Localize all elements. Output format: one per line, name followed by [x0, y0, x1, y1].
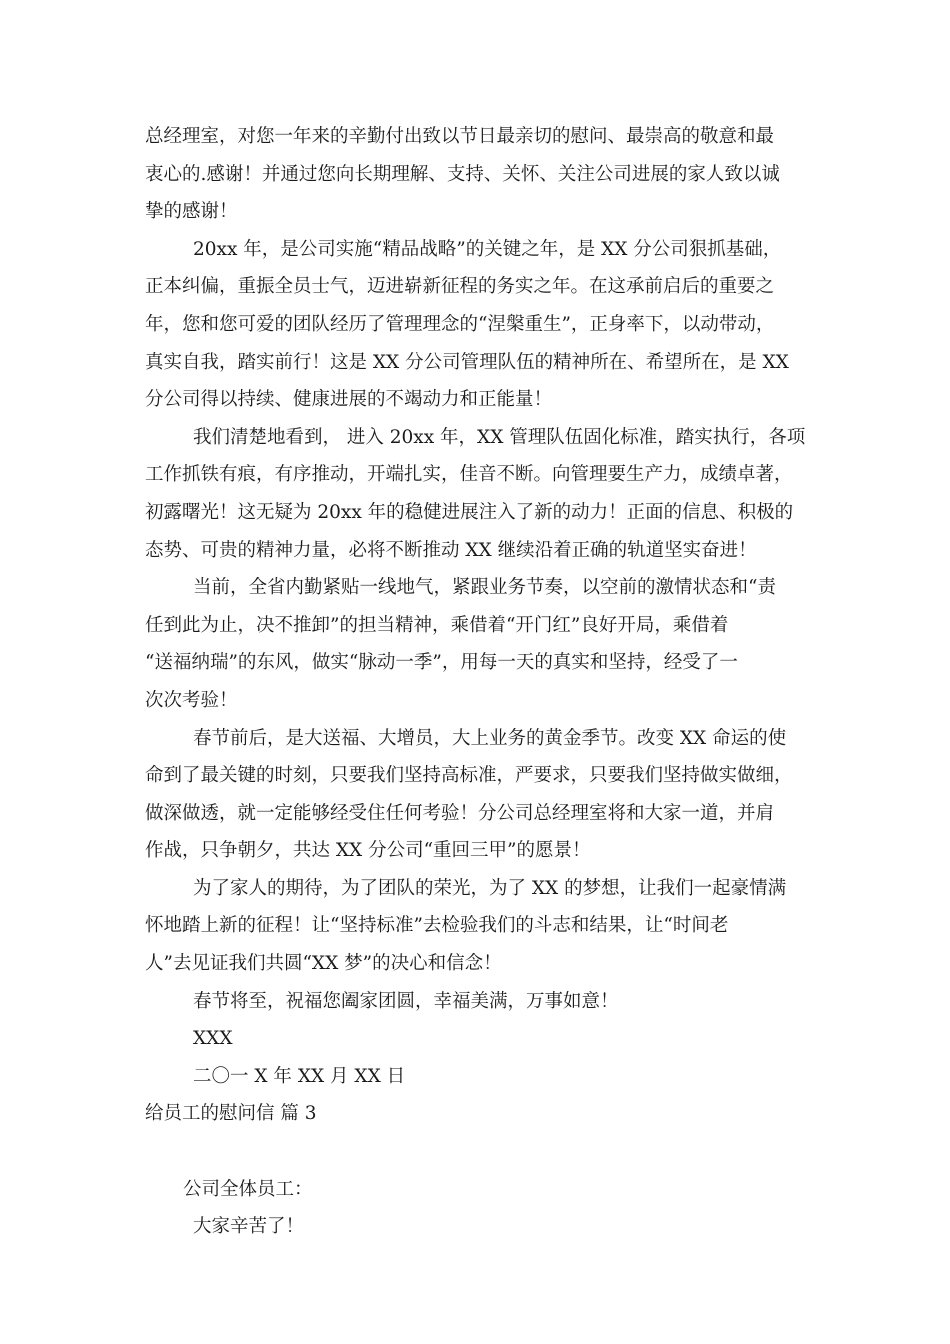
text-line: 做深做透，就一定能够经受住任何考验！分公司总经理室将和大家一道，并肩 [145, 802, 775, 824]
signature: XXX [193, 1028, 233, 1050]
document-page [145, 118, 810, 1246]
text-line: 真实自我，踏实前行！这是 XX 分公司管理队伍的精神所在、希望所在，是 XX [145, 351, 789, 373]
section-heading: 给员工的慰问信 篇 3 [145, 1103, 317, 1125]
text-line: 挚的感谢！ [145, 201, 238, 223]
text-line: 任到此为止，决不推卸”的担当精神，乘借着“开门红”良好开局，乘借着 [145, 614, 729, 636]
paragraph-strategy-year [145, 231, 810, 419]
paragraph-progress [145, 419, 810, 569]
text-line: 我们清楚地看到， 进入 20xx 年，XX 管理队伍固化标准，踏实执行，各项 [193, 426, 806, 448]
text-line: 20xx 年，是公司实施“精品战略”的关键之年，是 XX 分公司狠抓基础， [193, 238, 782, 260]
paragraph-gratitude [145, 118, 810, 231]
text-line: 正本纠偏，重振全员士气，迈进崭新征程的务实之年。在这承前启后的重要之 [145, 276, 775, 298]
text-line: 分公司得以持续、健康进展的不竭动力和正能量！ [145, 389, 553, 411]
text-line: 命到了最关键的时刻，只要我们坚持高标准，严要求，只要我们坚持做实做细， [145, 765, 793, 787]
text-line: 态势、可贵的精神力量，必将不断推动 XX 继续沿着正确的轨道坚实奋进！ [145, 539, 757, 561]
blank-line [145, 1133, 810, 1171]
salutation: 公司全体员工： [183, 1178, 313, 1200]
paragraph-call-to-action [145, 870, 810, 983]
text-line: 作战，只争朝夕，共达 XX 分公司“重回三甲”的愿景！ [145, 840, 591, 862]
text-line: 人”去见证我们共圆“XX 梦”的决心和信念！ [145, 953, 502, 975]
closing-wishes: 春节将至，祝福您阖家团圆，幸福美满，万事如意！ [193, 990, 619, 1012]
text-line: 工作抓铁有痕，有序推动，开端扎实，佳音不断。向管理要生产力，成绩卓著， [145, 464, 793, 486]
text-line: 衷心的.感谢！并通过您向长期理解、支持、关怀、关注公司进展的家人致以诚 [145, 163, 780, 185]
text-line: 怀地踏上新的征程！让“坚持标准”去检验我们的斗志和结果，让“时间老 [145, 915, 729, 937]
text-line: 当前，全省内勤紧贴一线地气，紧跟业务节奏，以空前的激情状态和“责 [193, 577, 776, 599]
paragraph-current [145, 569, 810, 719]
paragraph-spring-festival [145, 720, 810, 870]
text-line: 总经理室，对您一年来的辛勤付出致以节日最亲切的慰问、最崇高的敬意和最 [145, 126, 775, 147]
text-line: “送福纳瑞”的东风，做实“脉动一季”，用每一天的真实和坚持，经受了一 [145, 652, 738, 674]
text-line: 年，您和您可爱的团队经历了管理理念的“涅槃重生”，正身率下，以动带动， [145, 313, 775, 335]
text-line: 次次考验！ [145, 689, 238, 711]
text-line: 春节前后，是大送福、大增员，大上业务的黄金季节。改变 XX 命运的使 [193, 727, 787, 749]
greeting: 大家辛苦了！ [193, 1216, 305, 1238]
text-line: 初露曙光！这无疑为 20xx 年的稳健进展注入了新的动力！正面的信息、积极的 [145, 501, 794, 523]
letter-date: 二〇一 X 年 XX 月 XX 日 [193, 1065, 406, 1087]
text-line: 为了家人的期待，为了团队的荣光，为了 XX 的梦想，让我们一起豪情满 [193, 877, 787, 899]
